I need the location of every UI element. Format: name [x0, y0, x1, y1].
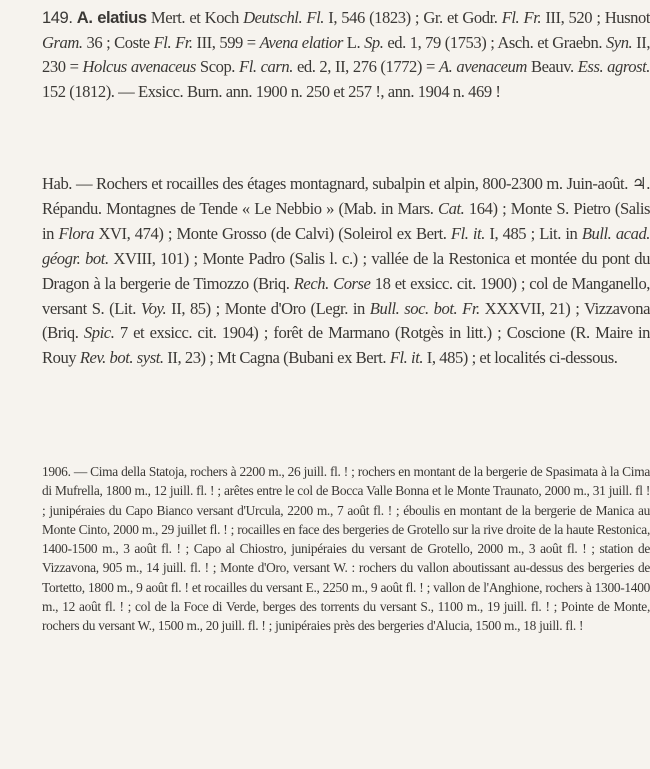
entry-text: ed. 1, 79 (1753) ; Asch. et Graebn. — [383, 32, 606, 52]
habitat-text: XVIII, 101) ; Monte Padro (Salis l. c.) ; vallée de la Restonica et montée du pont du Dragon à la bergerie de Timozzo (Briq. — [42, 248, 650, 293]
entry-source: Ess. agrost. — [577, 57, 650, 76]
habitat-text: 18 et exsicc. cit. 1900) ; col de Manganello, versant S. (Lit. — [42, 273, 650, 318]
entry-text: Beauv. — [526, 57, 578, 76]
habitat-paragraph — [20, 172, 650, 371]
habitat-source: Flora — [58, 223, 95, 243]
habitat-text: I, 485 ; Lit. in — [484, 223, 582, 243]
habitat-text: Hab. — Rochers et rocailles des étages montagnard, subalpin et alpin, 800-2300 m. Juin-août. ♃. Répandu. Montagnes de Tende « Le Nebbio » (Mab. in Mars. — [42, 174, 650, 218]
habitat-source: Rech. Corse — [293, 273, 371, 293]
habitat-source: Fl. it. — [389, 348, 424, 368]
entry-text: L. — [342, 32, 365, 52]
entry-source: Sp. — [364, 32, 384, 52]
entry-text: I, 546 (1823) ; Gr. et Godr. — [323, 8, 502, 27]
habitat-text: 164) ; Monte S. Pietro (Salis in — [42, 198, 650, 243]
entry-text: Scop. — [195, 57, 240, 76]
entry-source: Fl. carn. — [239, 57, 293, 76]
entry-text: 152 (1812). — Exsicc. Burn. ann. 1900 n. 250 et 257 !, ann. 1904 n. 469 ! — [42, 81, 501, 101]
entry-text: III, 520 ; Husnot — [541, 8, 650, 27]
entry-text: Mert. et Koch — [146, 8, 244, 27]
habitat-source: Bull. soc. bot. Fr. — [369, 298, 480, 318]
habitat-source: Fl. it. — [450, 223, 485, 243]
habitat-source: Voy. — [140, 298, 167, 318]
entry-text: II, 230 = — [42, 32, 650, 76]
entry-source: Deutschl. Fl. — [243, 8, 324, 27]
species-name: A. elatius — [76, 8, 147, 27]
entry-text: 36 ; Coste — [82, 32, 154, 52]
habitat-text: II, 85) ; Monte d'Oro (Legr. in — [166, 298, 370, 318]
habitat-text: 7 et exsicc. cit. 1904) ; forêt de Marmano (Rotgès in litt.) ; Coscione (R. Maire in Rouy — [42, 323, 650, 368]
entry-text: III, 599 = — [192, 32, 260, 52]
entry-synonym: Holcus avenaceus — [82, 57, 196, 76]
habitat-text: XXXVII, 21) ; Vizzavona (Briq. — [42, 298, 650, 343]
entry-source: Gram. — [42, 32, 83, 52]
entry-source: Syn. — [605, 32, 633, 52]
collections-paragraph: 1906. — Cima della Statoja, rochers à 2200 m., 26 juill. fl. ! ; rochers en montant de la bergerie de Spasimata à la Cima di Mufrella, 1800 m., 12 juill. fl. ! ; arêtes entre le col de Bocca Valle Bonna et le Monte Traunato, 2000 m., 31 juill. fl ! ; junipéraies du Capo Bianco versant d'Urcula, 2200 m., 7 août fl. ! ; éboulis en montant de la bergerie de Manica au Monte Cinto, 2000 m., 29 juillet fl. ! ; rocailles en face des bergeries de Grotello sur la rive droite de la haute Restonica, 1400-1500 m., 3 août fl. ! ; Capo al Chiostro, junipéraies du versant de Grotello, 2000 m., 3 août fl. ! ; station de Vizzavona, 905 m., 14 juill. fl. ! ; Monte d'Oro, versant W. : rochers du vallon aboutissant au-dessus des bergeries de Tortetto, 1800 m., 9 août fl. ! et rocailles du versant E., 2250 m., 9 août fl. ! ; vallon de l'Anghione, rochers à 1300-1400 m., 12 août fl. ! ; col de la Foce di Verde, berges des torrents du versant S., 1100 m., 19 juill. fl. ! ; Pointe de Monte, rochers du versant W., 1500 m., 20 juill. fl. ! ; junipéraies près des bergeries d'Alucia, 1500 m., 18 juill. fl. ! — [42, 464, 650, 634]
entry-number: 149. — [42, 8, 73, 27]
entry-text: ed. 2, II, 276 (1772) = — [292, 57, 439, 76]
habitat-source: Spic. — [83, 323, 115, 343]
habitat-text: I, 485) ; et localités ci-dessous. — [423, 348, 618, 368]
habitat-source: Rev. bot. syst. — [79, 348, 164, 368]
entry-synonym: A. avenaceum — [438, 57, 527, 76]
entry-synonym: Avena elatior — [259, 32, 343, 52]
habitat-source: Bull. acad. géogr. bot. — [42, 223, 650, 268]
entry-source: Fl. Fr. — [501, 8, 542, 27]
habitat-text: II, 23) ; Mt Cagna (Bubani ex Bert. — [163, 348, 390, 368]
habitat-source: Cat. — [438, 198, 465, 218]
species-entry — [20, 6, 650, 104]
entry-source: Fl. Fr. — [153, 32, 193, 52]
habitat-text: XVI, 474) ; Monte Grosso (de Calvi) (Soleirol ex Bert. — [94, 223, 451, 243]
